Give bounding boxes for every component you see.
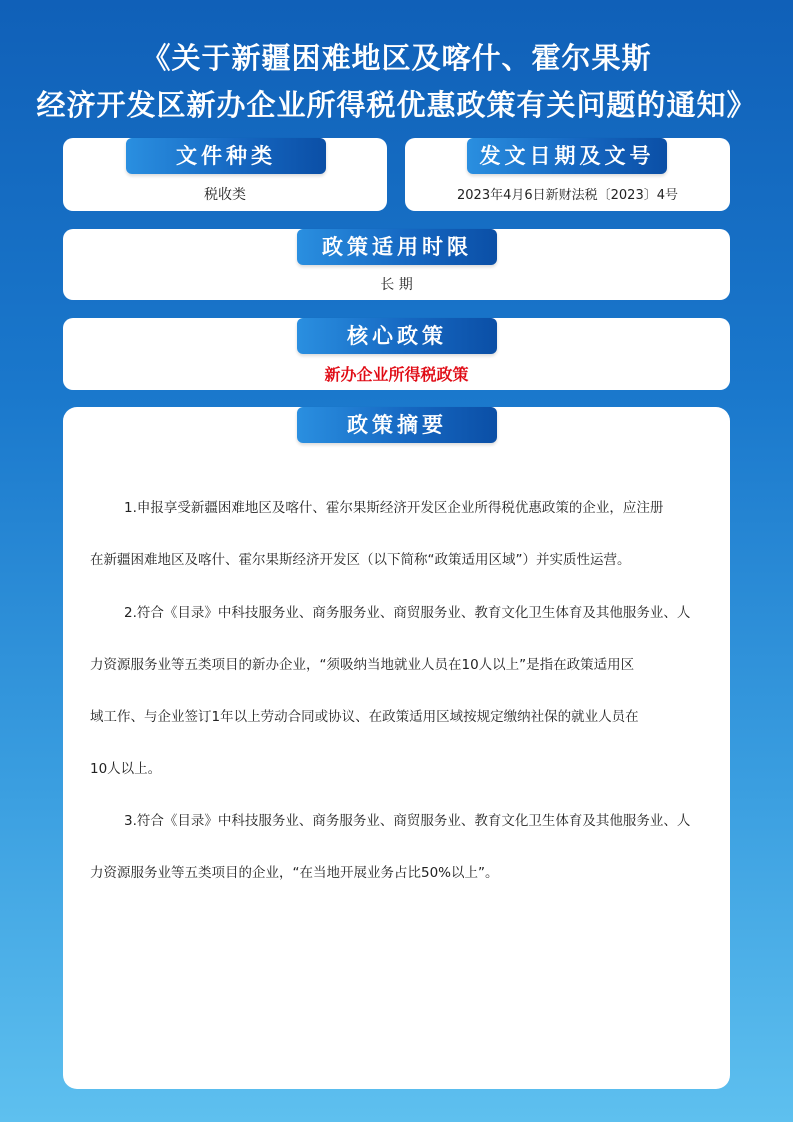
paragraph-line: 力资源服务业等五类项目的企业，“在当地开展业务占比50%以上”。 (90, 865, 499, 881)
summary-paragraph-2 (90, 587, 710, 795)
paragraph-line: 2.符合《目录》中科技服务业、商务服务业、商贸服务业、教育文化卫生体育及其他服务业、人 (124, 605, 691, 621)
paragraph-line: 域工作、与企业签订1年以上劳动合同或协议、在政策适用区域按规定缴纳社保的就业人员在 (90, 709, 639, 725)
validity-label: 政策适用时限 (297, 229, 497, 265)
summary-label: 政策摘要 (297, 407, 497, 443)
document-title-line-1: 《关于新疆困难地区及喀什、霍尔果斯 (141, 41, 652, 75)
issue-info-label: 发文日期及文号 (467, 138, 667, 174)
document-title-line-2: 经济开发区新办企业所得税优惠政策有关问题的通知》 (36, 88, 757, 122)
issue-info-value: 2023年4月6日新财法税〔2023〕4号 (457, 188, 678, 203)
doc-type-card (63, 138, 387, 211)
validity-value: 长 期 (380, 277, 413, 293)
paragraph-line: 力资源服务业等五类项目的新办企业，“须吸纳当地就业人员在10人以上”是指在政策适用区 (90, 657, 635, 673)
validity-card (63, 229, 730, 300)
summary-paragraph-1 (90, 482, 710, 586)
doc-type-label: 文件种类 (126, 138, 326, 174)
paragraph-line: 1.申报享受新疆困难地区及喀什、霍尔果斯经济开发区企业所得税优惠政策的企业，应注册 (124, 500, 664, 516)
doc-type-value: 税收类 (204, 187, 246, 203)
summary-paragraph-3 (90, 795, 710, 899)
paragraph-line: 3.符合《目录》中科技服务业、商务服务业、商贸服务业、教育文化卫生体育及其他服务业、人 (124, 813, 691, 829)
core-policy-value: 新办企业所得税政策 (324, 365, 469, 384)
paragraph-line: 10人以上。 (90, 761, 162, 777)
issue-info-card (405, 138, 730, 211)
core-policy-label: 核心政策 (297, 318, 497, 354)
paragraph-line: 在新疆困难地区及喀什、霍尔果斯经济开发区（以下简称“政策适用区域”）并实质性运营。 (90, 552, 631, 568)
core-policy-card (63, 318, 730, 390)
